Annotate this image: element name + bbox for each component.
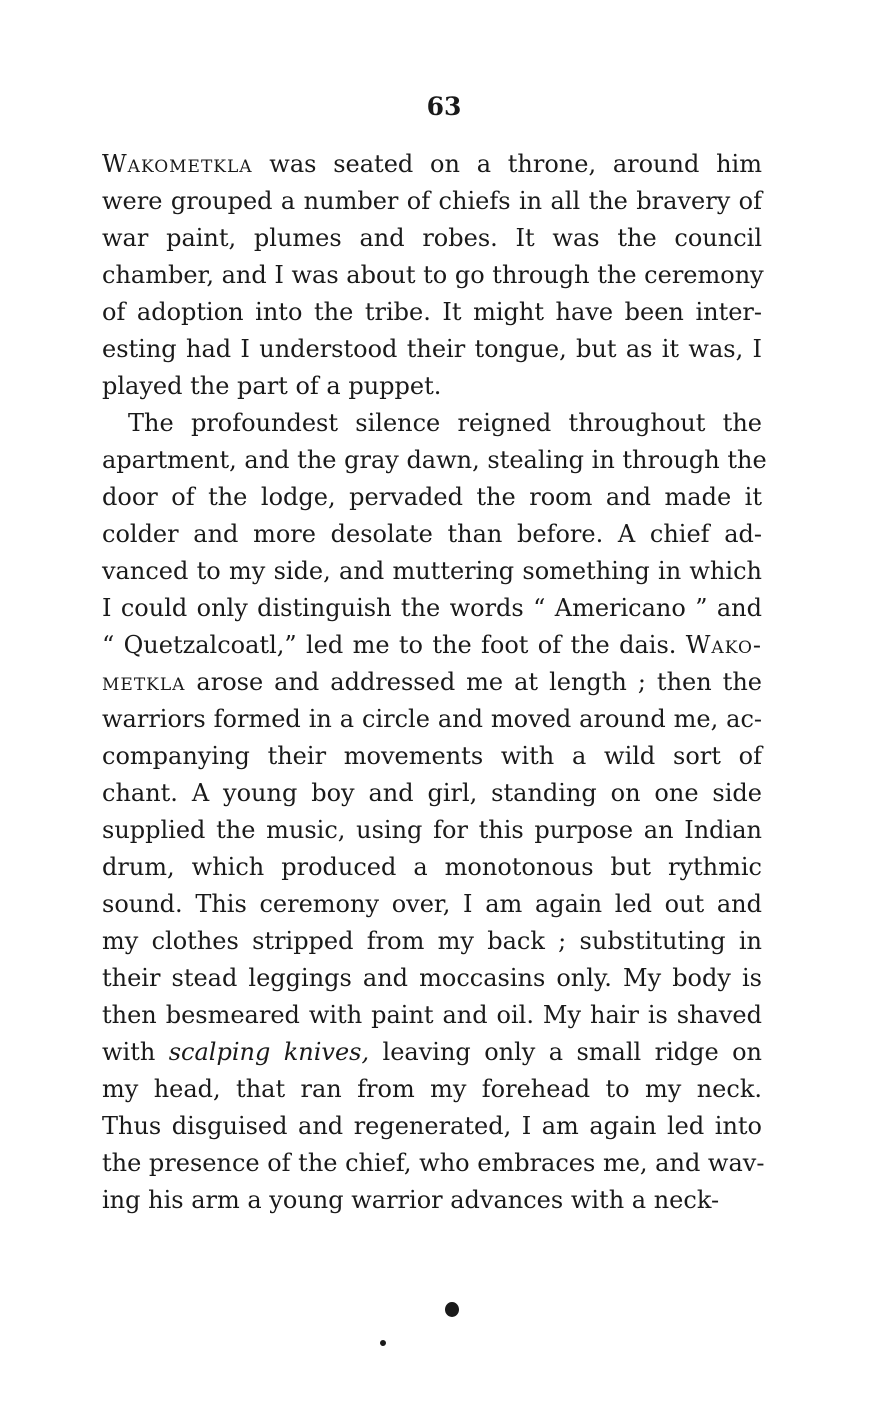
text-line <box>102 849 762 886</box>
text-segment: arose and addressed me at length ; then the <box>185 668 762 696</box>
paragraph <box>102 405 767 1219</box>
text-line <box>102 294 762 331</box>
page-number: 63 <box>426 92 462 121</box>
text-line <box>102 331 762 368</box>
text-segment: apartment, and the gray dawn, stealing in through the <box>102 446 767 474</box>
text-segment: drum, which produced a monotonous but rythmic <box>102 853 762 881</box>
text-line <box>102 886 762 923</box>
text-segment: door of the lodge, pervaded the room and made it <box>102 483 762 511</box>
text-segment: chant. A young boy and girl, standing on one side <box>102 779 762 807</box>
text-segment: chamber, and I was about to go through the ceremony <box>102 261 764 289</box>
text-segment: Thus disguised and regenerated, I am again led into <box>102 1112 762 1140</box>
ink-blot <box>445 1302 459 1317</box>
text-segment: my head, that ran from my forehead to my neck. <box>102 1075 762 1103</box>
text-line <box>102 812 762 849</box>
name-small-caps: Wako- <box>685 631 762 659</box>
text-segment: war paint, plumes and robes. It was the council <box>102 224 762 252</box>
text-segment: esting had I understood their tongue, but as it was, I <box>102 335 762 363</box>
text-segment: I could only distinguish the words “ Americano ” and <box>102 594 762 622</box>
text-segment: played the part of a puppet. <box>102 372 442 400</box>
ink-speck <box>380 1340 386 1346</box>
text-line <box>102 1071 762 1108</box>
paragraph <box>102 146 762 405</box>
text-segment: then besmeared with paint and oil. My hair is shaved <box>102 1001 762 1029</box>
text-line <box>102 960 762 997</box>
body-text <box>102 146 767 1219</box>
text-segment: companying their movements with a wild sort of <box>102 742 762 770</box>
text-line <box>102 923 762 960</box>
text-line <box>102 479 762 516</box>
text-segment: “ Quetzalcoatl,” led me to the foot of the dais. <box>102 631 686 659</box>
text-segment: with <box>102 1038 169 1066</box>
text-line <box>102 146 762 183</box>
text-segment: ing his arm a young warrior advances with a neck- <box>102 1186 720 1214</box>
text-segment: leaving only a small ridge on <box>369 1038 762 1066</box>
text-segment: of adoption into the tribe. It might have been inter- <box>102 298 762 326</box>
text-line <box>102 368 762 405</box>
text-line <box>102 1182 762 1219</box>
text-line <box>102 997 762 1034</box>
text-segment: their stead leggings and moccasins only. My body is <box>102 964 762 992</box>
text-line <box>102 701 762 738</box>
text-segment: colder and more desolate than before. A chief ad- <box>102 520 762 548</box>
text-segment: sound. This ceremony over, I am again led out and <box>102 890 762 918</box>
italic-text: scalping knives, <box>168 1038 370 1066</box>
text-line <box>102 590 762 627</box>
text-segment: the presence of the chief, who embraces me, and wav- <box>102 1149 765 1177</box>
text-line <box>102 257 762 294</box>
text-segment: vanced to my side, and muttering something in which <box>102 557 762 585</box>
text-line <box>102 664 762 701</box>
name-small-caps: Wakometkla <box>102 150 253 178</box>
text-line <box>102 775 762 812</box>
text-line <box>102 1145 765 1182</box>
text-line <box>102 183 762 220</box>
text-segment: my clothes stripped from my back ; substituting in <box>102 927 762 955</box>
text-line <box>102 405 762 442</box>
text-line <box>102 442 767 479</box>
text-line <box>102 1034 762 1071</box>
text-segment: were grouped a number of chiefs in all the bravery of <box>102 187 762 215</box>
text-line <box>102 627 762 664</box>
text-segment: supplied the music, using for this purpose an Indian <box>102 816 762 844</box>
text-line <box>102 516 762 553</box>
text-line <box>102 220 762 257</box>
text-line <box>102 1108 762 1145</box>
text-line <box>102 553 762 590</box>
text-line <box>102 738 762 775</box>
text-segment: warriors formed in a circle and moved around me, ac- <box>102 705 762 733</box>
name-small-caps: metkla <box>102 668 186 696</box>
text-segment: The profoundest silence reigned throughout the <box>128 409 762 437</box>
text-segment: was seated on a throne, around him <box>252 150 762 178</box>
